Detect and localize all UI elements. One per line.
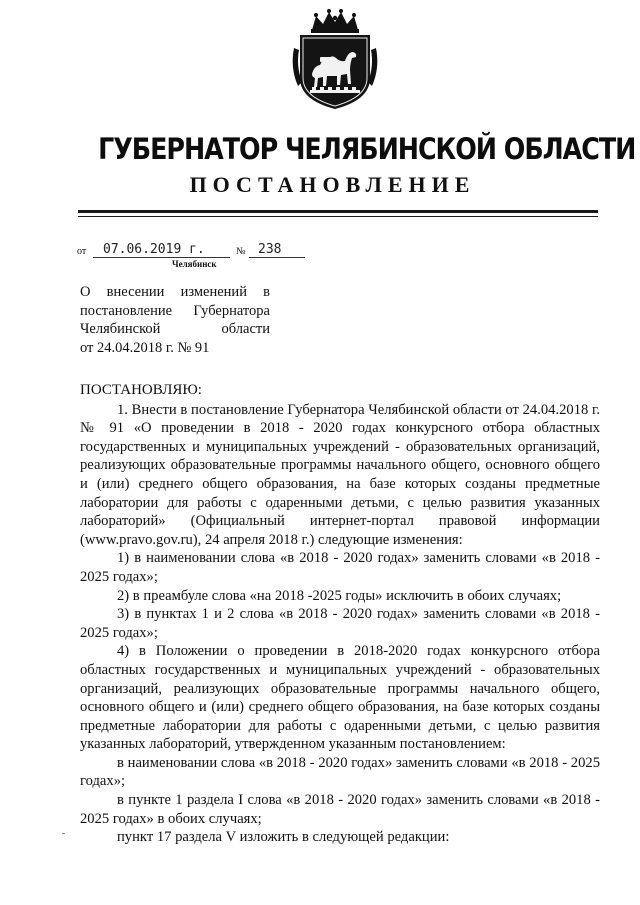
body-paragraph: 1. Внести в постановление Губернатора Челябинской области от 24.04.2018 г. № 91 «О проведении в 2018 - 2020 годах конкурсного отбора областных государственных и муниципальных учреждений - образовательных организаций, реализующих образовательные программы начального общего, основного общего и (или) среднего общего образования, на базе которых созданы предметные лаборатории для работы с одаренными детьми, с целью развития указанных лабораторий» (Официальный интернет-портал правовой информации (www.pravo.gov.ru), 24 апреля 2018 г.) следующие изменения:: [80, 401, 600, 548]
subject-line: О внесении изменений в: [80, 284, 270, 300]
subject-line: постановление Губернатора: [80, 302, 270, 319]
decree-subject: [80, 283, 270, 357]
header-divider-thin: [78, 216, 598, 217]
body-paragraph: 2) в преамбуле слова «на 2018 -2025 годы» исключить в обоих случаях;: [117, 587, 562, 604]
chelyabinsk-coat-of-arms-icon: [290, 8, 380, 113]
number-label: №: [236, 246, 246, 257]
body-paragraph: пункт 17 раздела V изложить в следующей редакции:: [117, 829, 450, 846]
body-paragraph: 3) в пунктах 1 и 2 слова «в 2018 - 2020 годах» заменить словами «в 2018 - 2025 годах»;: [80, 606, 600, 641]
body-paragraph: в пункте 1 раздела I слова «в 2018 - 2020 годах» заменить словами «в 2018 - 2025 годах» в обоих случаях;: [80, 792, 600, 827]
body-paragraph: 1) в наименовании слова «в 2018 - 2020 годах» заменить словами «в 2018 - 2025 годах»;: [80, 550, 600, 585]
decree-number: 238: [258, 242, 282, 257]
header-divider-thick: [78, 210, 598, 213]
resolve-heading: ПОСТАНОВЛЯЮ:: [80, 382, 202, 398]
from-label: от: [77, 246, 87, 257]
number-underline: [249, 257, 305, 258]
scan-artifact: [62, 833, 65, 834]
subject-line: Челябинской области: [80, 321, 270, 337]
decree-title: ПОСТАНОВЛЕНИЕ: [189, 172, 476, 197]
body-paragraph: 4) в Положении о проведении в 2018-2020 годах конкурсного отбора областных государственных и муниципальных учреждений - образовательных организаций, реализующих образовательные программы начального общего, основного общего и (или) среднего общего образования, на базе которых созданы предметные лаборатории для работы с одаренными детьми, с целью развития указанных лабораторий, утвержденном указанным постановлением:: [80, 643, 600, 753]
registration-line: [77, 241, 317, 259]
subject-line: от 24.04.2018 г. № 91: [80, 339, 210, 356]
decree-date: 07.06.2019 г.: [103, 242, 205, 257]
governor-title: ГУБЕРНАТОР ЧЕЛЯБИНСКОЙ ОБЛАСТИ: [98, 132, 636, 166]
body-paragraph: в наименовании слова «в 2018 - 2020 годах» заменить словами «в 2018 - 2025 годах»;: [80, 754, 600, 790]
decree-body: [80, 381, 600, 847]
date-underline: [93, 257, 230, 258]
city-label: Челябинск: [172, 259, 217, 269]
